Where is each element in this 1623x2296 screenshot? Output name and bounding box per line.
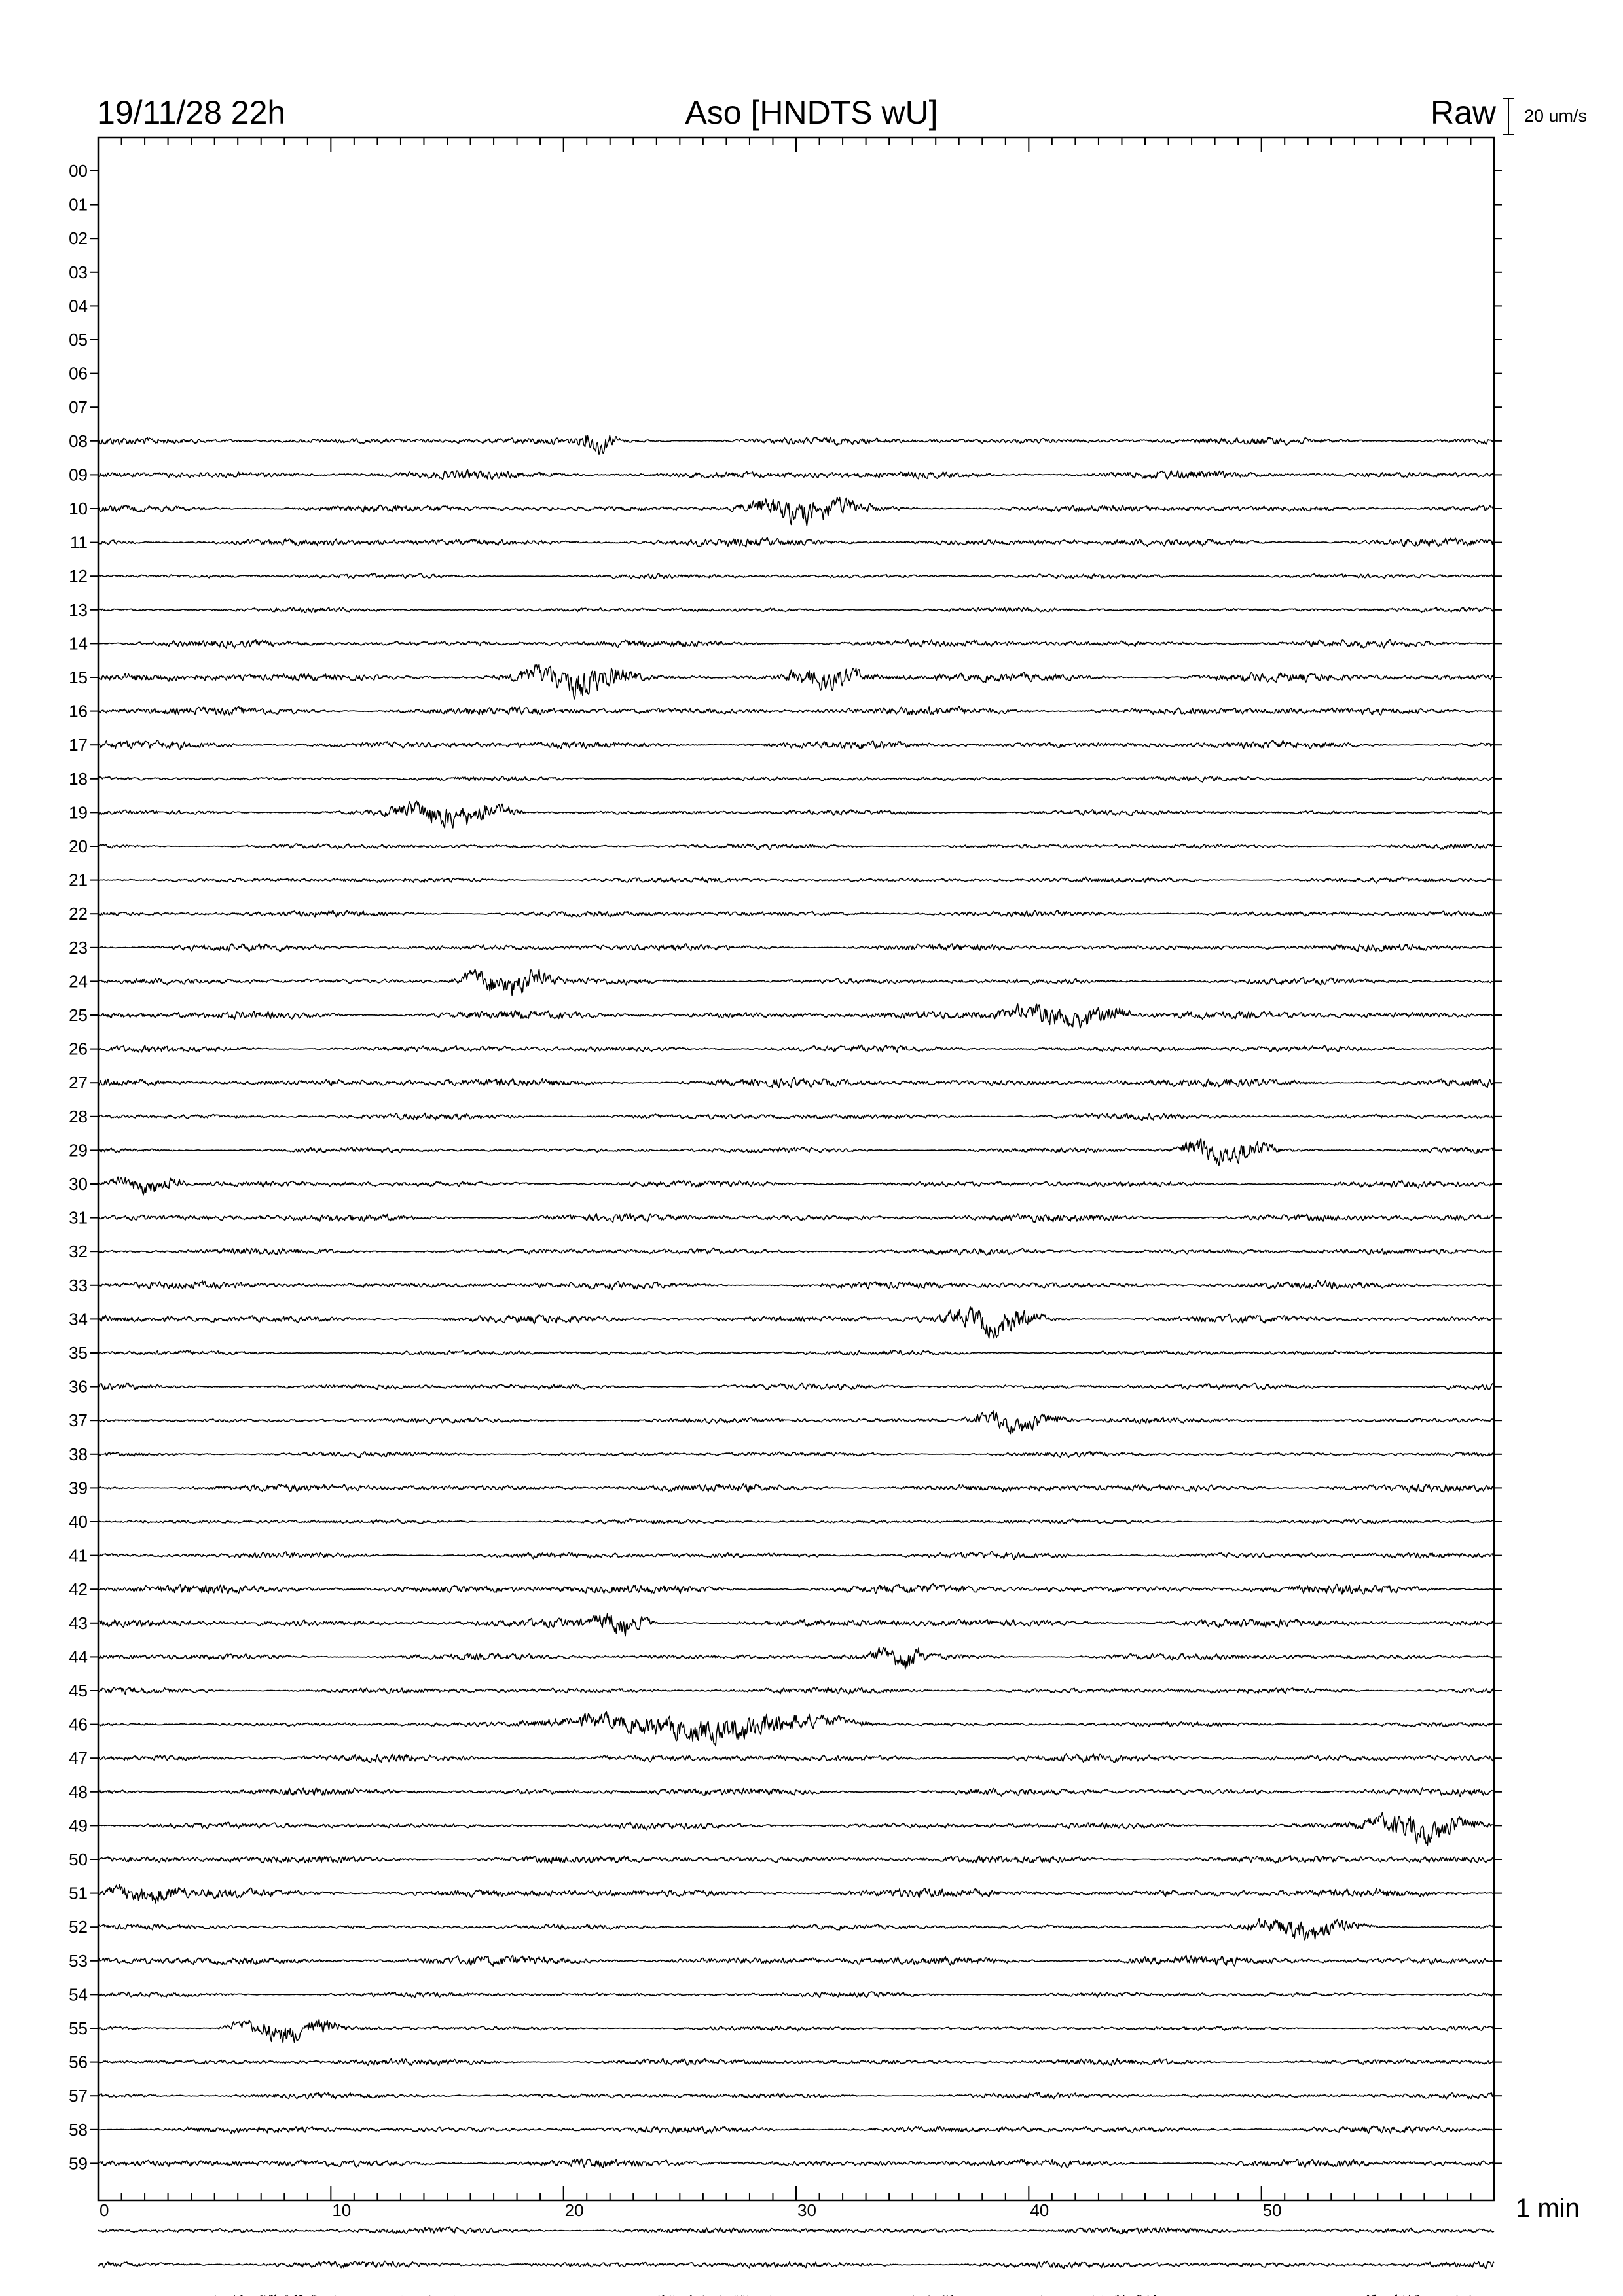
x-tick-label: 40 — [1030, 2200, 1049, 2220]
y-tick-label: 26 — [69, 1039, 88, 1059]
trace-row-27 — [98, 1078, 1494, 1088]
x-tick-label: 0 — [100, 2200, 109, 2220]
y-tick-label: 37 — [69, 1410, 88, 1431]
y-tick-label: 54 — [69, 1984, 88, 2005]
y-tick-label: 36 — [69, 1376, 88, 1397]
trace-row-101 — [98, 2261, 1494, 2269]
y-tick-label: 04 — [69, 296, 88, 316]
y-tick-label: 13 — [69, 600, 88, 620]
trace-row-34 — [98, 1307, 1494, 1338]
trace-row-8 — [98, 435, 1494, 454]
y-tick-label: 27 — [69, 1073, 88, 1093]
trace-row-30 — [98, 1177, 1494, 1195]
trace-row-19 — [98, 801, 1494, 828]
trace-row-35 — [98, 1350, 1494, 1355]
y-tick-label: 03 — [69, 262, 88, 282]
trace-row-55 — [98, 2020, 1494, 2043]
trace-row-48 — [98, 1788, 1494, 1797]
y-tick-label: 18 — [69, 768, 88, 789]
y-tick-label: 58 — [69, 2119, 88, 2140]
y-tick-label: 35 — [69, 1343, 88, 1363]
y-tick-label: 15 — [69, 668, 88, 687]
y-tick-label: 16 — [69, 701, 88, 721]
y-tick-label: 48 — [69, 1782, 88, 1802]
y-tick-label: 55 — [69, 2018, 88, 2038]
trace-row-53 — [98, 1955, 1494, 1966]
y-tick-label: 49 — [69, 1816, 88, 1836]
trace-row-40 — [98, 1519, 1494, 1524]
y-tick-label: 29 — [69, 1140, 88, 1160]
trace-row-15 — [98, 664, 1494, 699]
y-tick-label: 20 — [69, 836, 88, 856]
trace-row-12 — [98, 573, 1494, 579]
trace-row-50 — [98, 1856, 1494, 1863]
trace-row-13 — [98, 607, 1494, 613]
trace-row-58 — [98, 2126, 1494, 2133]
y-tick-label: 09 — [69, 465, 88, 485]
y-tick-label: 22 — [69, 904, 88, 924]
x-tick-label: 20 — [564, 2200, 584, 2220]
amplitude-scale-label: 20 um/s — [1524, 106, 1588, 126]
y-tick-label: 53 — [69, 1950, 88, 1971]
y-tick-label: 01 — [69, 194, 88, 215]
trace-row-18 — [98, 776, 1494, 782]
x-tick-label: 30 — [797, 2200, 816, 2220]
trace-row-20 — [98, 844, 1494, 850]
y-tick-label: 12 — [69, 566, 88, 586]
y-tick-label: 38 — [69, 1444, 88, 1464]
seismic-traces — [98, 435, 1494, 2296]
trace-row-33 — [98, 1280, 1494, 1289]
trace-row-32 — [98, 1248, 1494, 1255]
trace-row-25 — [98, 1004, 1494, 1028]
trace-row-39 — [98, 1484, 1494, 1492]
trace-row-37 — [98, 1411, 1494, 1434]
y-tick-label: 28 — [69, 1106, 88, 1126]
y-tick-label: 56 — [69, 2052, 88, 2072]
y-tick-label: 23 — [69, 937, 88, 958]
trace-row-26 — [98, 1045, 1494, 1052]
trace-row-29 — [98, 1139, 1494, 1166]
trace-row-11 — [98, 538, 1494, 548]
y-tick-label: 10 — [69, 499, 88, 518]
trace-row-38 — [98, 1452, 1494, 1458]
y-tick-label: 40 — [69, 1512, 88, 1532]
trace-row-43 — [98, 1614, 1494, 1636]
trace-row-44 — [98, 1647, 1494, 1669]
trace-row-31 — [98, 1213, 1494, 1222]
trace-row-54 — [98, 1992, 1494, 1998]
mode-label: Raw — [1430, 94, 1496, 131]
y-tick-label: 39 — [69, 1478, 88, 1498]
x-axis-unit-label: 1 min — [1516, 2194, 1580, 2223]
datetime-label: 19/11/28 22h — [97, 94, 286, 131]
trace-row-22 — [98, 910, 1494, 917]
y-tick-label: 57 — [69, 2086, 88, 2106]
y-tick-label: 34 — [69, 1309, 88, 1329]
trace-row-45 — [98, 1687, 1494, 1694]
y-tick-label: 32 — [69, 1242, 88, 1262]
y-tick-label: 51 — [69, 1883, 88, 1903]
trace-row-56 — [98, 2058, 1494, 2066]
trace-row-47 — [98, 1754, 1494, 1763]
trace-row-46 — [98, 1712, 1494, 1746]
plot-frame — [98, 137, 1494, 2200]
trace-row-36 — [98, 1383, 1494, 1390]
amplitude-scale-bar — [1503, 98, 1514, 135]
y-tick-label: 45 — [69, 1681, 88, 1700]
y-tick-label: 41 — [69, 1545, 88, 1566]
y-tick-label: 17 — [69, 735, 88, 755]
y-tick-label: 43 — [69, 1613, 88, 1633]
y-tick-label: 07 — [69, 397, 88, 418]
y-tick-label: 19 — [69, 802, 88, 823]
y-tick-label: 59 — [69, 2153, 88, 2174]
trace-row-10 — [98, 497, 1494, 526]
x-tick-label: 50 — [1262, 2200, 1282, 2220]
trace-row-51 — [98, 1885, 1494, 1903]
trace-row-17 — [98, 740, 1494, 749]
trace-row-57 — [98, 2092, 1494, 2099]
trace-row-14 — [98, 640, 1494, 648]
trace-row-52 — [98, 1919, 1494, 1940]
trace-row-41 — [98, 1552, 1494, 1560]
trace-row-23 — [98, 944, 1494, 952]
y-tick-label: 11 — [70, 532, 88, 552]
y-tick-label: 52 — [69, 1917, 88, 1937]
y-tick-label: 50 — [69, 1850, 88, 1869]
y-tick-label: 25 — [69, 1005, 88, 1025]
y-tick-label: 46 — [69, 1714, 88, 1734]
y-tick-label: 00 — [69, 161, 88, 181]
y-tick-labels — [69, 161, 88, 2173]
station-title: Aso [HNDTS wU] — [685, 94, 938, 131]
y-tick-label: 33 — [69, 1275, 88, 1295]
y-tick-label: 42 — [69, 1579, 88, 1600]
y-tick-label: 05 — [69, 330, 88, 350]
trace-row-59 — [98, 2159, 1494, 2167]
y-tick-label: 44 — [69, 1647, 88, 1667]
y-tick-label: 30 — [69, 1174, 88, 1194]
x-tick-label: 10 — [332, 2200, 352, 2220]
y-tick-label: 31 — [69, 1208, 88, 1228]
trace-row-24 — [98, 969, 1494, 996]
y-tick-label: 02 — [69, 228, 88, 249]
y-tick-label: 21 — [69, 870, 88, 890]
plot-border — [98, 137, 1494, 2200]
trace-row-42 — [98, 1584, 1494, 1594]
y-tick-label: 24 — [69, 971, 88, 992]
trace-row-21 — [98, 877, 1494, 883]
trace-row-28 — [98, 1113, 1494, 1121]
y-tick-label: 06 — [69, 363, 88, 384]
trace-row-49 — [98, 1812, 1494, 1846]
y-tick-label: 14 — [69, 634, 88, 654]
trace-row-16 — [98, 706, 1494, 715]
trace-row-9 — [98, 470, 1494, 480]
y-tick-label: 08 — [69, 431, 88, 451]
axis-ticks — [90, 137, 1502, 2200]
y-tick-label: 47 — [69, 1748, 88, 1768]
trace-row-100 — [98, 2227, 1494, 2234]
x-tick-labels — [100, 2200, 1282, 2220]
